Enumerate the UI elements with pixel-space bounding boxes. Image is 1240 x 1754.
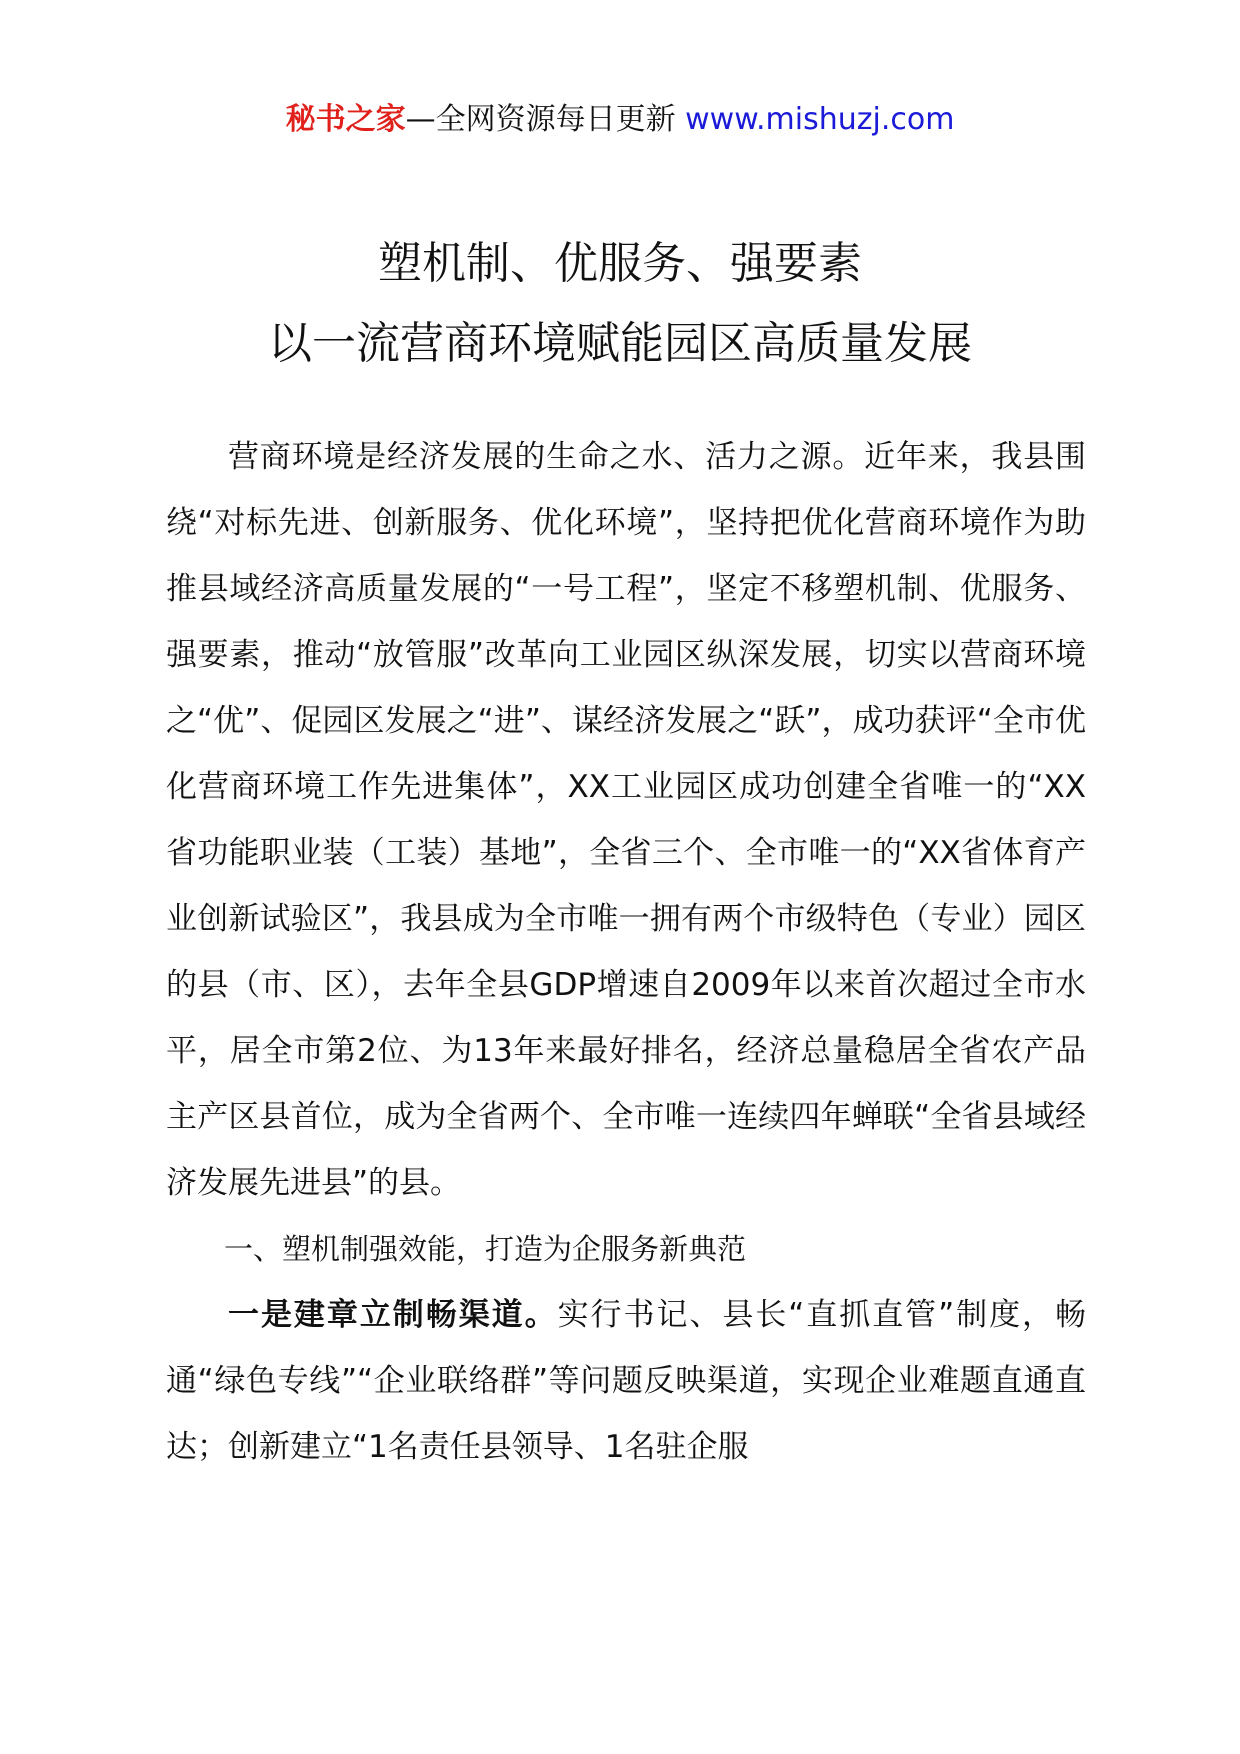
section-heading-1: 一、塑机制强效能，打造为企服务新典范 [224,1232,747,1266]
paragraph-2 [166,1282,1086,1480]
document-body [166,424,1086,1480]
site-header [0,100,1240,140]
paragraph-2-lead: 一是建章立制畅渠道。 [228,1297,558,1333]
header-tagline: —全网资源每日更新 [405,102,676,137]
title-line-1: 塑机制、优服务、强要素 [378,238,862,289]
document-title [0,224,1240,384]
site-url-link[interactable]: www.mishuzj.com [685,102,955,137]
paragraph-2-body: 实行书记、县长“直抓直管”制度，畅通“绿色专线”“企业联络群”等问题反映渠道，实现企业难题直通直达；创新建立“1名责任县领导、1名驻企服 [166,1297,1087,1465]
title-line-2: 以一流营商环境赋能园区高质量发展 [268,318,972,369]
brand-name: 秘书之家 [285,102,406,137]
intro-paragraph: 营商环境是经济发展的生命之水、活力之源。近年来，我县围绕“对标先进、创新服务、优化环境”，坚持把优化营商环境作为助推县域经济高质量发展的“一号工程”，坚定不移塑机制、优服务、强要素，推动“放管服”改革向工业园区纵深发展，切实以营商环境之“优”、促园区发展之“进”、谋经济发展之“跃”，成功获评“全市优化营商环境工作先进集体”，XX工业园区成功创建全省唯一的“XX省功能职业装（工装）基地”，全省三个、全市唯一的“XX省体育产业创新试验区”，我县成为全市唯一拥有两个市级特色（专业）园区的县（市、区），去年全县GDP增速自2009年以来首次超过全市水平，居全市第2位、为13年来最好排名，经济总量稳居全省农产品主产区县首位，成为全省两个、全市唯一连续四年蝉联“全省县域经济发展先进县”的县。 [166,439,1086,1201]
